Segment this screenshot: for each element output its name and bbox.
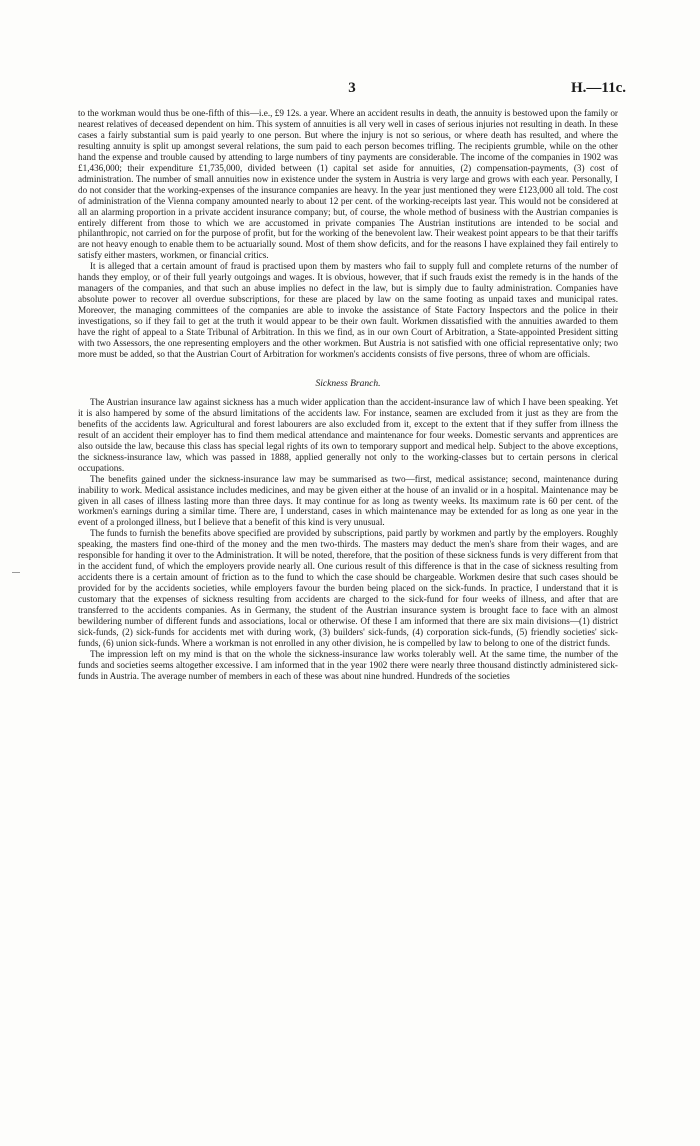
body-text: [78, 108, 618, 682]
paragraph-impression: The impression left on my mind is that on the whole the sickness-insurance law works tolerably well. At the same time, the number of the funds and societies seems altogether excessive. I am informed that in the year 1902 there were nearly three thousand distinctly administered sick-funds in Austria. The average number of members in each of these was about nine hundred. Hundreds of the societies: [78, 648, 618, 681]
paragraph-annuities: to the workman would thus be one-fifth of this—i.e., £9 12s. a year. Where an accident results in death, the annuity is bestowed upon the family or nearest relatives of deceased dependent on him. This system of annuities is all very well in cases of serious injuries not resulting in death. In these cases a fairly substantial sum is paid yearly to one person. But where the injury is not so serious, or where death has resulted, and where the resulting annuity is split up amongst several relations, the sum paid to each person becomes trifling. The recipients grumble, while on the other hand the expense and trouble caused by attending to large numbers of tiny payments are considerable. The income of the companies in 1902 was £1,436,000; their expenditure £1,735,000, divided between (1) capital set aside for annuities, (2) compensation-payments, (3) cost of administration. The number of small annuities now in existence under the system in Austria is very large and grows with each year. Personally, I do not consider that the working-expenses of the insurance companies are heavy. In the year just mentioned they were £123,000 all told. The cost of administration of the Vienna company amounted nearly to about 12 per cent. of the working-receipts last year. This would not be considered at all an alarming proportion in a private accident insurance company; but, of course, the whole method of business with the Austrian companies is entirely different from those to which we are accustomed in private companies The Austrian institutions are intended to be social and philanthropic, not carried on for the purpose of profit, but for the working of the benevolent law. Their weakest point appears to be that their tariffs are not heavy enough to enable them to be actuarially sound. Most of them show deficits, and for the reasons I have explained they fail entirely to satisfy either masters, workmen, or financial critics.: [78, 108, 618, 261]
section-heading: Sickness Branch.: [315, 378, 381, 389]
page-header: [78, 80, 626, 100]
paragraph-sickness-law: The Austrian insurance law against sickness has a much wider application than the accident-insurance law of which I have been speaking. Yet it is also hampered by some of the absurd limitations of the accidents law. For instance, seamen are excluded from it just as they are from the benefits of the accidents law. Agricultural and forest labourers are also excluded from it, except to the extent that if they suffer from illness the result of an accident their employer has to find them medical attendance and maintenance for four weeks. Domestic servants and apprentices are also outside the law, because this class has special legal rights of its own to temporary support and medical help. Subject to the above exceptions, the sickness-insurance law, which was passed in 1888, applied generally not only to the working-classes but to certain persons in clerical occupations.: [78, 396, 618, 473]
page-number: 3: [348, 80, 356, 96]
paragraph-benefits: The benefits gained under the sickness-insurance law may be summarised as two—first, medical assistance; second, maintenance during inability to work. Medical assistance includes medicines, and may be given either at the house of an invalid or in a hospital. Maintenance may be given in all cases of illness lasting more than three days. It may continue for as long as twenty weeks. Its maximum rate is 60 per cent. of the workmen's earnings during a similar time. There are, I understand, cases in which maintenance may be extended for as long as one year in the event of a prolonged illness, but I believe that a benefit of this kind is very unusual.: [78, 473, 618, 528]
paper-series-number: H.—11c.: [571, 80, 626, 96]
margin-mark: [12, 572, 20, 573]
paragraph-fraud: It is alleged that a certain amount of fraud is practised upon them by masters who fail to supply full and complete returns of the number of hands they employ, or of their full yearly outgoings and wages. It is obvious, however, that if such frauds exist the remedy is in the hands of the managers of the companies, and that such an abuse implies no defect in the law, but is simply due to faulty administration. Companies have absolute power to recover all overdue subscriptions, for these are placed by law on the same footing as unpaid taxes and municipal rates. Moreover, the managing committees of the companies are able to invoke the assistance of State Factory Inspectors and the police in their investigations, so if they fail to get at the truth it would appear to be their own fault. Workmen dissatisfied with the annuities awarded to them have the right of appeal to a State Tribunal of Arbitration. In this we find, as in our own Court of Arbitration, a State-appointed President sitting with two Assessors, the one representing employers and the other workmen. But Austria is not satisfied with one official representative only; two more must be added, so that the Austrian Court of Arbitration for workmen's accidents consists of five persons, three of whom are officials.: [78, 261, 618, 359]
paragraph-funds: The funds to furnish the benefits above specified are provided by subscriptions, paid partly by workmen and partly by the employers. Roughly speaking, the masters find one-third of the money and the men two-thirds. The masters may deduct the men's share from their wages, and are responsible for handing it over to the Administration. It will be noted, therefore, that the position of these sickness funds is very different from that in the accident fund, of which the employers provide nearly all. One curious result of this difference is that in the case of sickness resulting from accidents there is a certain amount of friction as to the fund to which the case should be chargeable. Workmen desire that such cases should be provided for by the accidents societies, while employers favour the burden being placed on the sick-funds. In practice, I understand that it is customary that the expenses of sickness resulting from accidents are charged to the sick-fund for four weeks of illness, and after that are transferred to the accidents companies. As in Germany, the student of the Austrian insurance system is brought face to face with an almost bewildering number of different funds and associations, local or otherwise. Of these I am informed that there are six main divisions—(1) district sick-funds, (2) sick-funds for accidents met with during work, (3) builders' sick-funds, (4) corporation sick-funds, (5) friendly societies' sick-funds, (6) union sick-funds. Where a workman is not enrolled in any other division, he is compelled by law to belong to one of the district funds.: [78, 528, 618, 648]
